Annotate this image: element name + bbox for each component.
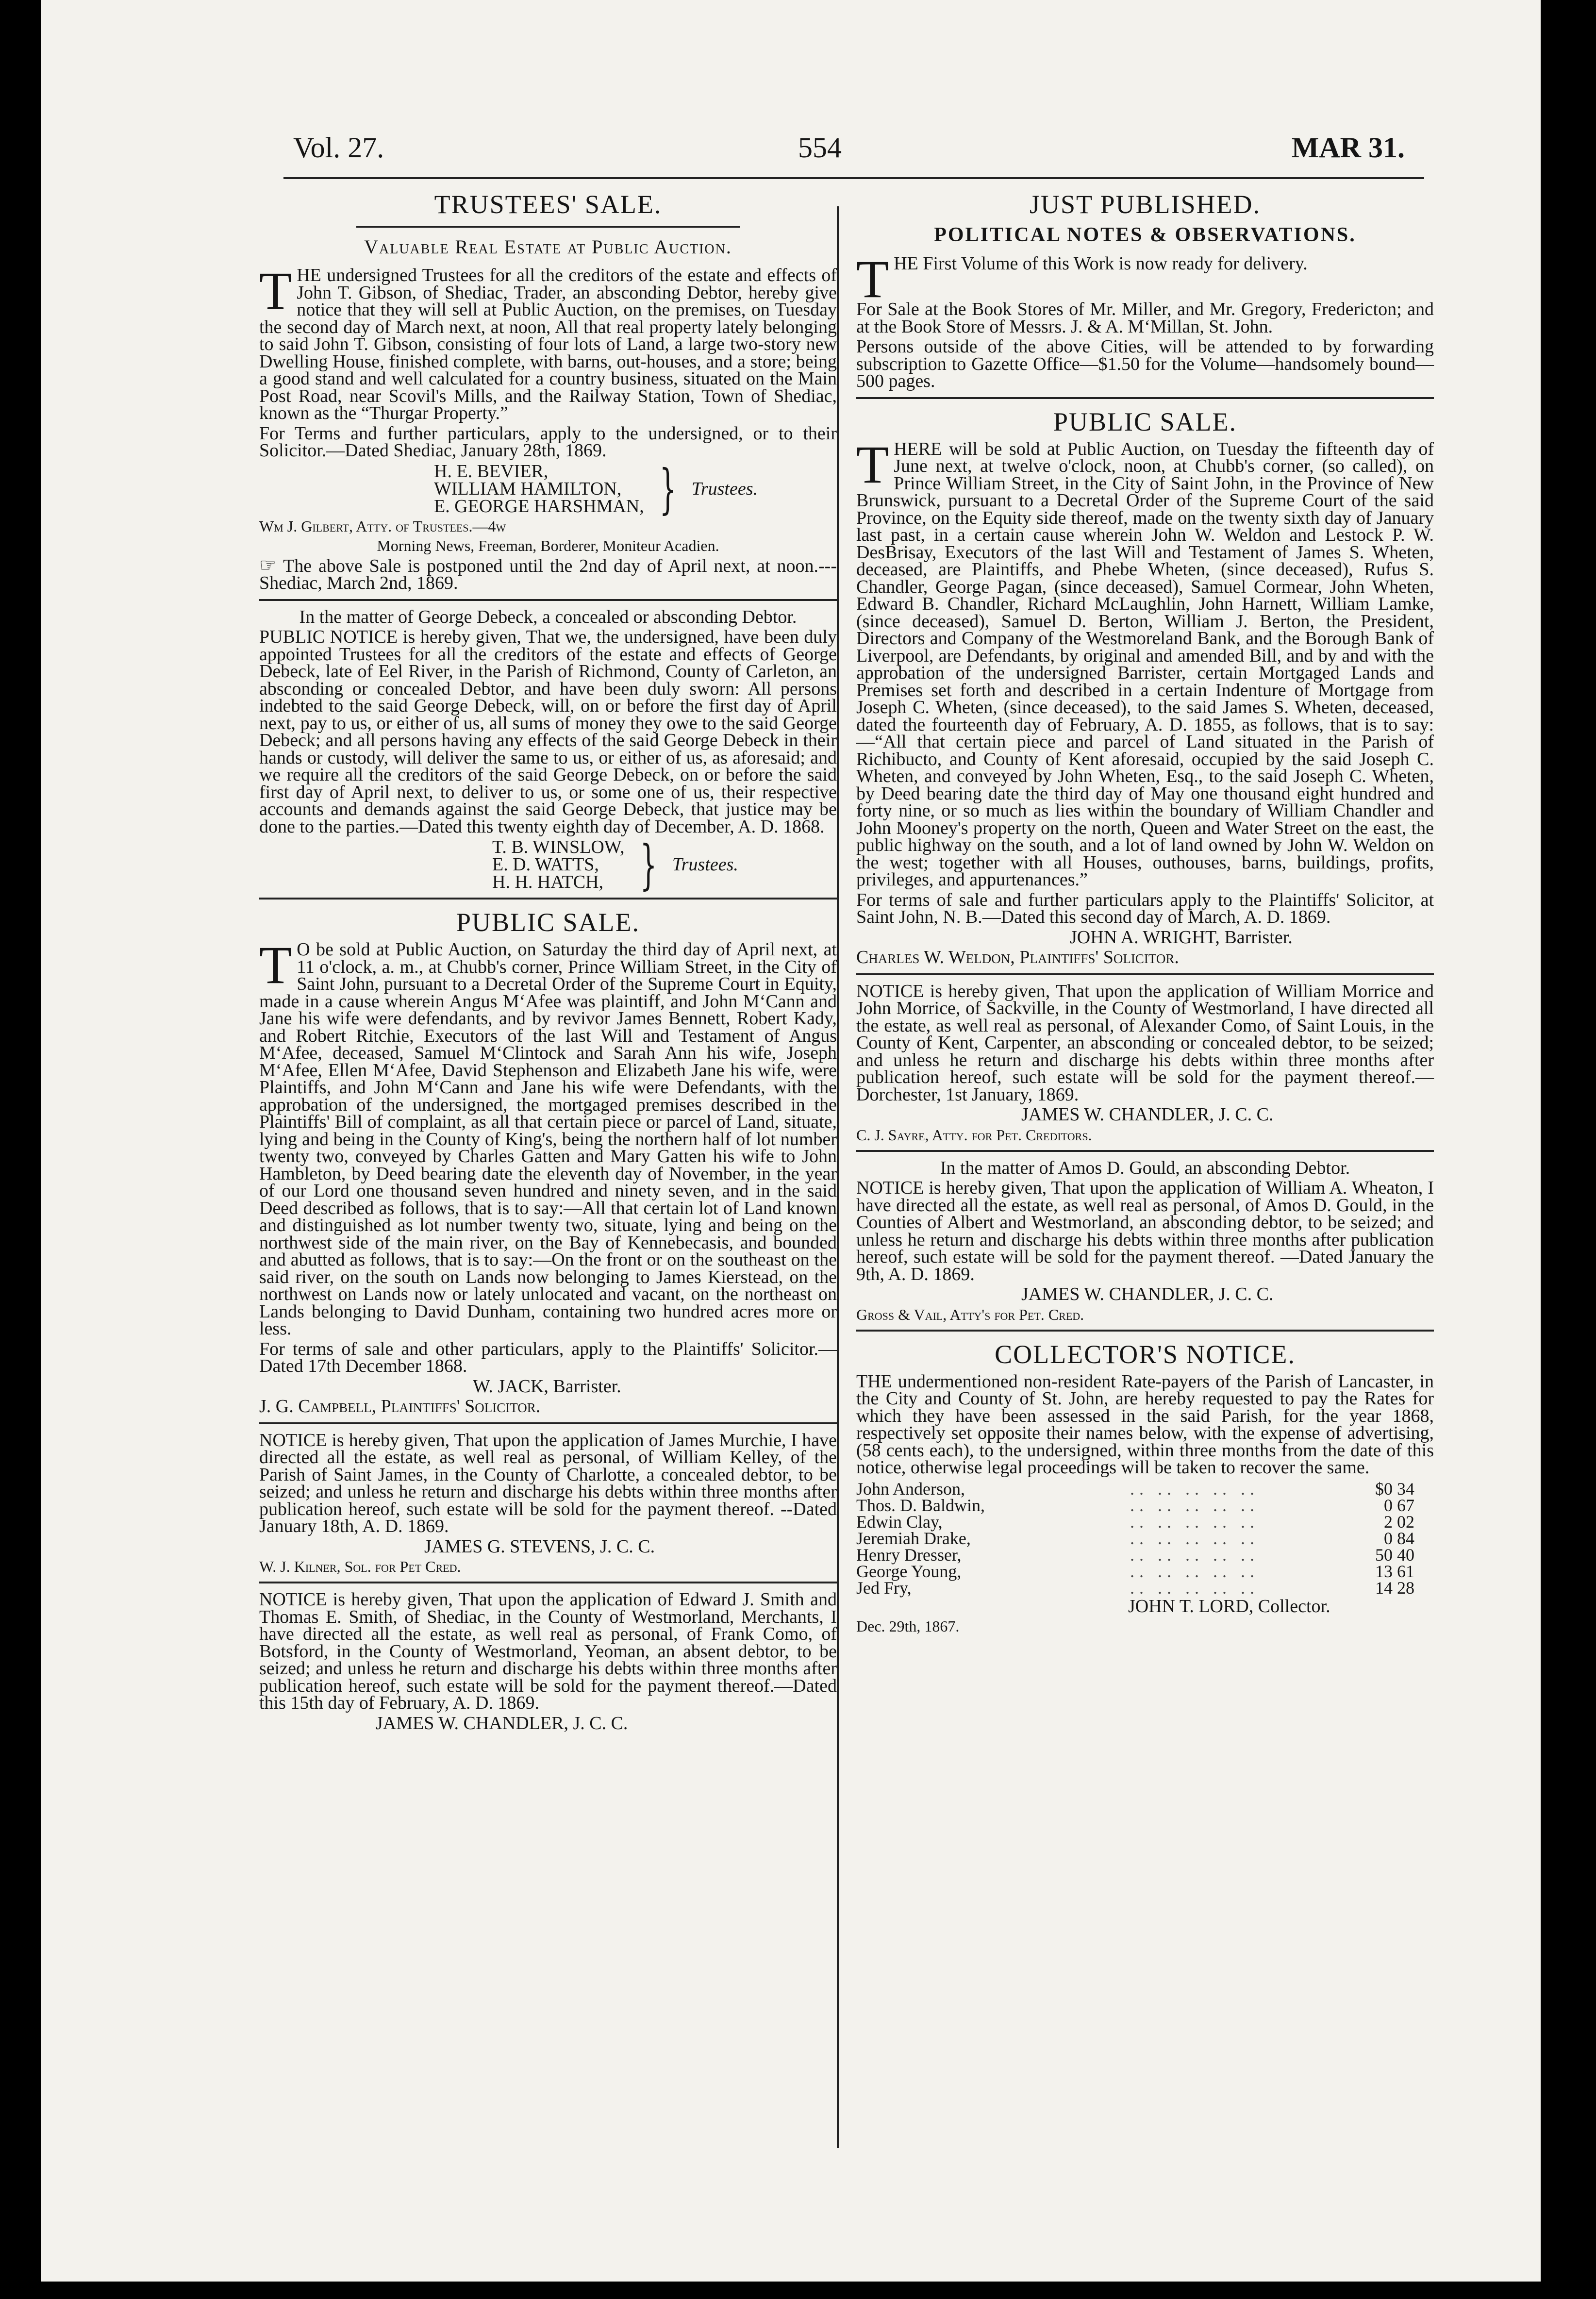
section-rule	[856, 973, 1434, 975]
notice-body-text: HE First Volume of this Work is now ready for delivery.	[894, 253, 1308, 274]
trustees-label: Trustees.	[672, 854, 738, 875]
collector-notice	[856, 1339, 1434, 1635]
notice-heading: In the matter of George Debeck, a concealed or absconding Debtor.	[299, 606, 797, 627]
table-row	[856, 1530, 1434, 1547]
ratepayer-name: Edwin Clay,	[856, 1512, 943, 1532]
page-header	[230, 121, 1434, 180]
judge-signature: JAMES W. CHANDLER, J. C. C.	[1021, 1104, 1274, 1125]
notice-body: THE undermentioned non-resident Rate-payers of the Parish of Lancaster, in the City and County of St. John, are hereby requested to pay the Rates for which they have been assessed in the said Parish, for the year 1868, respectively set opposite their names below, with the expense of advertising, (58 cents each), to the undersigned, within three months from the date of this notice, otherwise legal proceedings will be taken to recover the same.	[856, 1371, 1434, 1478]
trustee-name: H. E. BEVIER,	[434, 461, 549, 482]
header-rule	[283, 177, 1424, 179]
ratepayer-name: Thos. D. Baldwin,	[856, 1495, 985, 1515]
notice-body-text: HERE will be sold at Public Auction, on Tuesday the fifteenth day of June next, at twelve o'clock, noon, at Chubb's corner, (so called), on Prince William Street, in the City of Saint John, in the Province of New Brunswick, pursuant to a Decretal Order of the Supreme Court of the said Province, on the Equity side thereof, made on the twenty sixth day of January last past, in a certain cause wherein John W. Weldon and Lestock P. W. DesBrisay, Executors of the last Will and Testament of James S. Wheten, deceased, are Plaintiffs, and Phebe Wheten, (since deceased), Rufus S. Chandler, George Pagan, (since deceased), Samuel Cormear, John Wheten, Edward B. Chandler, Richard McLaughlin, John Harnett, William Lamke, (since deceased), Samuel D. Berton, William J. Berton, the President, Directors and Company of the Westmoreland Bank, and the Borough Bank of Liverpool, are Defendants, by original and amended Bill, and by and with the approbation of the undersigned Barrister, certain Mortgaged Lands and Premises set forth and described in a certain Indenture of Mortgage from Joseph C. Wheten, (since deceased), to the said James S. Wheten, deceased, dated the fourteenth day of February, A. D. 1855, as follows, that is to say:—“All that certain piece and parcel of Land situated in the Parish of Richibucto, and County of Kent aforesaid, occupied by the said Joseph C. Wheten, and conveyed by John Wheten, Esq., to the said Joseph C. Wheten, by Deed bearing date the third day of May one thousand eight hundred and forty nine, or so much as lies within the boundary of William Chandler and John Mooney's property on the north, Queen and Water Street on the east, the public highway on the south, and a lot of land owned by John W. Weldon on the west; together with all Houses, outhouses, barns, buildings, profits, privileges, and appurtenances.”	[856, 438, 1434, 890]
notice-body: NOTICE is hereby given, That upon the application of William Morrice and John Morrice, of Sackville, in the County of Westmorland, I have directed all the estate, as well real as personal, of Alexander Como, of Saint Louis, in the County of Kent, Carpenter, an absconding or concealed debtor, to be seized; and unless he return and discharge his debts within three months after publication hereof, such estate will be sold for the payment thereof.—Dorchester, 1st January, 1869.	[856, 981, 1434, 1105]
ratepayer-name: George Young,	[856, 1561, 962, 1581]
section-rule	[856, 1330, 1434, 1332]
judge-signature: JAMES W. CHANDLER, J. C. C.	[376, 1713, 628, 1733]
public-sale-notice	[259, 907, 837, 1416]
notice-body-text: HE undersigned Trustees for all the creditors of the estate and effects of John T. Gibson, of Shediac, Trader, an absconding Debtor, hereby give notice that they will sell at Public Auction, on the premises, on Tuesday the second day of March next, at noon, All that real property lately belonging to said John T. Gibson, consisting of four lots of Land, a large two-story new Dwelling House, finished complete, with barns, out-houses, and a store; being a good stand and well calculated for a country business, situated on the Main Post Road, near Scovil's Mills, and the Railway Station, Town of Shediac, known as the “Thurgar Property.”	[259, 265, 837, 423]
notice-terms: For terms of sale and other particulars, apply to the Plaintiffs' Solicitor.—Dated 17th December 1868.	[259, 1338, 837, 1376]
frank-como-notice	[259, 1591, 837, 1732]
ratepayer-name: Jed Fry,	[856, 1578, 912, 1598]
notice-body	[259, 935, 837, 1339]
alexander-como-notice	[856, 983, 1434, 1143]
kelley-notice	[259, 1432, 837, 1575]
notice-body: NOTICE is hereby given, That upon the application of William A. Wheaton, I have directed all the estate, as well real as personal, of Amos D. Gould, in the Counties of Albert and Westmorland, an absconding debtor, to be seized; and unless he return and discharge his debts within three months after publication hereof, such estate will be sold for the payment thereof. —Dated January the 9th, A. D. 1869.	[856, 1178, 1434, 1284]
solicitor-line: Charles W. Weldon, Plaintiffs' Solicitor.	[856, 947, 1179, 967]
barrister-signature: W. JACK, Barrister.	[473, 1376, 621, 1397]
notice-body: NOTICE is hereby given, That upon the application of James Murchie, I have directed all the estate, as well real as personal, of William Kelley, of the Parish of Saint James, in the County of Charlotte, a concealed debtor, to be seized; and unless he return and discharge his debts within three months after publication hereof, such estate will be sold for the payment thereof. --Dated January 18th, A. D. 1869.	[259, 1430, 837, 1536]
table-row	[856, 1497, 1434, 1514]
drop-cap: T	[259, 261, 292, 320]
solicitor-line: W. J. Kilner, Sol. for Pet Cred.	[259, 1558, 461, 1575]
table-row	[856, 1580, 1434, 1596]
ratepayer-name: Henry Dresser,	[856, 1545, 962, 1565]
leader-dots: .. .. .. .. ..	[1130, 1561, 1260, 1581]
notice-terms: For Terms and further particulars, apply to the undersigned, or to their Solicitor.—Dated Shediac, January 28th, 1869.	[259, 423, 837, 461]
attorney-line: Wm J. Gilbert, Atty. of Trustees.—4w	[259, 517, 506, 535]
notice-subtitle: Valuable Real Estate at Public Auction.	[364, 236, 732, 258]
table-row	[856, 1563, 1434, 1580]
notice-title: PUBLIC SALE.	[456, 908, 640, 937]
section-rule	[259, 1582, 837, 1583]
section-rule	[259, 599, 837, 601]
postponed-text: The above Sale is postponed until the 2nd day of April next, at noon.---Shediac, March 2nd, 1869.	[259, 555, 837, 593]
attorney-line: Gross & Vail, Atty's for Pet. Cred.	[856, 1305, 1084, 1323]
section-rule	[856, 1150, 1434, 1152]
judge-signature: JAMES W. CHANDLER, J. C. C.	[1021, 1284, 1274, 1304]
ratepayer-name: Jeremiah Drake,	[856, 1528, 971, 1548]
leader-dots: .. .. .. .. ..	[1130, 1545, 1260, 1565]
notice-terms: For terms of sale and further particulars apply to the Plaintiffs' Solicitor, at Saint John, N. B.—Dated this second day of March, A. D. 1869.	[856, 889, 1434, 927]
rate-amount: 0 67	[1384, 1495, 1414, 1515]
section-rule	[856, 397, 1434, 399]
brace-glyph: }	[640, 833, 657, 896]
ratepayer-table	[856, 1481, 1434, 1596]
notice-title: COLLECTOR'S NOTICE.	[995, 1339, 1296, 1369]
page-number: 554	[798, 132, 842, 164]
debeck-notice	[259, 606, 837, 896]
rate-amount: 14 28	[1375, 1578, 1414, 1598]
section-rule	[259, 898, 837, 900]
section-rule	[259, 1422, 837, 1424]
trustees-sale-notice	[259, 189, 837, 592]
pointing-hand-icon: ☞	[259, 554, 277, 576]
leader-dots: .. .. .. .. ..	[1130, 1578, 1260, 1598]
notice-title: PUBLIC SALE.	[1053, 407, 1237, 436]
notice-title: JUST PUBLISHED.	[1029, 190, 1261, 219]
solicitor-line: J. G. Campbell, Plaintiffs' Solicitor.	[259, 1396, 541, 1416]
table-row	[856, 1481, 1434, 1497]
gazette-page	[230, 121, 1434, 2189]
rate-amount: 0 84	[1384, 1528, 1414, 1548]
page-sheet	[41, 0, 1541, 2282]
notice-body: PUBLIC NOTICE is hereby given, That we, the undersigned, have been duly appointed Trustees for all the creditors of the estate and effects of George Debeck, late of Eel River, in the Parish of Richmond, County of Carleton, an absconding or concealed Debtor, and have been duly sworn: All persons indebted to the said George Debeck, will, on or before the first day of April next, pay to us, or either of us, all sums of money they owe to the said George Debeck; and all persons having any effects of the said George Debeck in their hands or custody, will deliver the same to us, or either of us, as aforesaid; and we require all the creditors of the said George Debeck, on or before the said first day of April next, to deliver to us, or some one of us, their respective accounts and demands against the said George Debeck, that justice may be done to the parties.—Dated this twenty eighth day of December, A. D. 1868.	[259, 627, 837, 837]
rate-amount: 50 40	[1375, 1545, 1414, 1565]
notice-body	[856, 434, 1434, 890]
trustee-name: E. GEORGE HARSHMAN,	[434, 496, 644, 516]
notice-body: NOTICE is hereby given, That upon the application of Edward J. Smith and Thomas E. Smith, of Shediac, in the County of Westmorland, Merchants, I have directed all the estate, as well real as personal, of Frank Como, of Botsford, in the County of Westmorland, Yeoman, an absent debtor, to be seized; and unless he return and discharge his debts within three months after publication hereof, such estate will be sold for the payment thereof.—Dated this 15th day of February, A. D. 1869.	[259, 1589, 837, 1713]
title-rule	[356, 226, 740, 228]
notice-body	[259, 261, 837, 423]
column-divider	[837, 206, 839, 2148]
trustees-label: Trustees.	[691, 478, 758, 499]
judge-signature: JAMES G. STEVENS, J. C. C.	[424, 1536, 655, 1557]
notice-date: Dec. 29th, 1867.	[856, 1617, 960, 1635]
notice-subtitle: POLITICAL NOTES & OBSERVATIONS.	[934, 224, 1356, 246]
subscription-text: Persons outside of the above Cities, will be attended to by forwarding subscription to Gazette Office—$1.50 for the Volume—handsomely bound—500 pages.	[856, 336, 1434, 391]
trustee-signatures	[259, 457, 837, 520]
postponed-note	[259, 554, 837, 593]
brace-glyph: }	[659, 457, 677, 520]
rate-amount: 13 61	[1375, 1561, 1414, 1581]
trustee-name: T. B. WINSLOW,	[492, 837, 625, 857]
drop-cap: T	[856, 434, 889, 494]
newspapers-line: Morning News, Freeman, Borderer, Moniteur Acadien.	[377, 536, 719, 554]
rate-amount: $0 34	[1375, 1479, 1414, 1499]
trustee-signatures	[259, 833, 837, 896]
table-row	[856, 1514, 1434, 1530]
stores-text: For Sale at the Book Stores of Mr. Miller, and Mr. Gregory, Fredericton; and at the Book Store of Messrs. J. & A. M‘Millan, St. John.	[856, 299, 1434, 337]
notice-body	[856, 250, 1434, 309]
leader-dots: .. .. .. .. ..	[1130, 1512, 1260, 1532]
just-published-notice	[856, 189, 1434, 390]
gould-notice	[856, 1157, 1434, 1323]
trustee-name: E. D. WATTS,	[492, 854, 599, 875]
volume-label: Vol. 27.	[293, 132, 384, 164]
notice-body-text: O be sold at Public Auction, on Saturday the third day of April next, at 11 o'clock, a. m., at Chubb's corner, Prince William Street, in the City of Saint John, pursuant to a Decretal Order of the Supreme Court in Equity, made in a cause wherein Angus M‘Afee was plaintiff, and John M‘Cann and Jane his wife were defendants, and by revivor James Bennett, Robert Kady, and Robert Ritchie, Executors of the last Will and Testament of Angus M‘Afee, deceased, Samuel M‘Clintock and Sarah Ann his wife, Joseph M‘Afee, Ellen M‘Afee, David Stephenson and Elizabeth Jane his wife, were Plaintiffs, and John M‘Cann and Jane his wife were Defendants, with the approbation of the undersigned, the mortgaged premises described in the Plaintiffs' Bill of complaint, as all that certain piece or parcel of Land, situate, lying and being in the County of King's, being the northern half of lot number twenty two, conveyed by Charles Gatten and Mary Gatten his wife to John Hambleton, by Deed bearing date the eleventh day of November, in the year of our Lord one thousand seven hundred and ninety seven, and in the said Deed described as follows, that is to say:—All that certain lot of Land known and distinguished as lot number twenty two, situate, lying and being on the northwest side of the main river, on the Bay of Kennebecasis, and bounded and abutted as follows, that is to say:—On the front or on the southeast on the said river, on the south on Lands now belonging to James Kierstead, on the northwest on Lands now or lately unlocated and vacant, on the northeast on Lands belonging to David Dunham, containing two hundred acres more or less.	[259, 939, 837, 1339]
right-column	[856, 189, 1434, 1637]
attorney-line: C. J. Sayre, Atty. for Pet. Creditors.	[856, 1126, 1092, 1144]
barrister-signature: JOHN A. WRIGHT, Barrister.	[1070, 927, 1293, 948]
leader-dots: .. .. .. .. ..	[1130, 1495, 1260, 1515]
notice-title: TRUSTEES' SALE.	[434, 190, 662, 219]
issue-date: MAR 31.	[1291, 132, 1405, 164]
collector-signature: JOHN T. LORD, Collector.	[1128, 1596, 1330, 1616]
rate-amount: 2 02	[1384, 1512, 1414, 1532]
trustee-name: WILLIAM HAMILTON,	[434, 478, 622, 499]
drop-cap: T	[259, 935, 292, 995]
public-sale-notice	[856, 407, 1434, 966]
ratepayer-name: John Anderson,	[856, 1479, 965, 1499]
notice-heading: In the matter of Amos D. Gould, an absconding Debtor.	[940, 1157, 1350, 1178]
drop-cap: T	[856, 250, 889, 309]
table-row	[856, 1547, 1434, 1563]
trustee-name: H. H. HATCH,	[492, 872, 604, 892]
left-column	[259, 189, 837, 1735]
leader-dots: .. .. .. .. ..	[1130, 1528, 1260, 1548]
leader-dots: .. .. .. .. ..	[1130, 1479, 1260, 1499]
